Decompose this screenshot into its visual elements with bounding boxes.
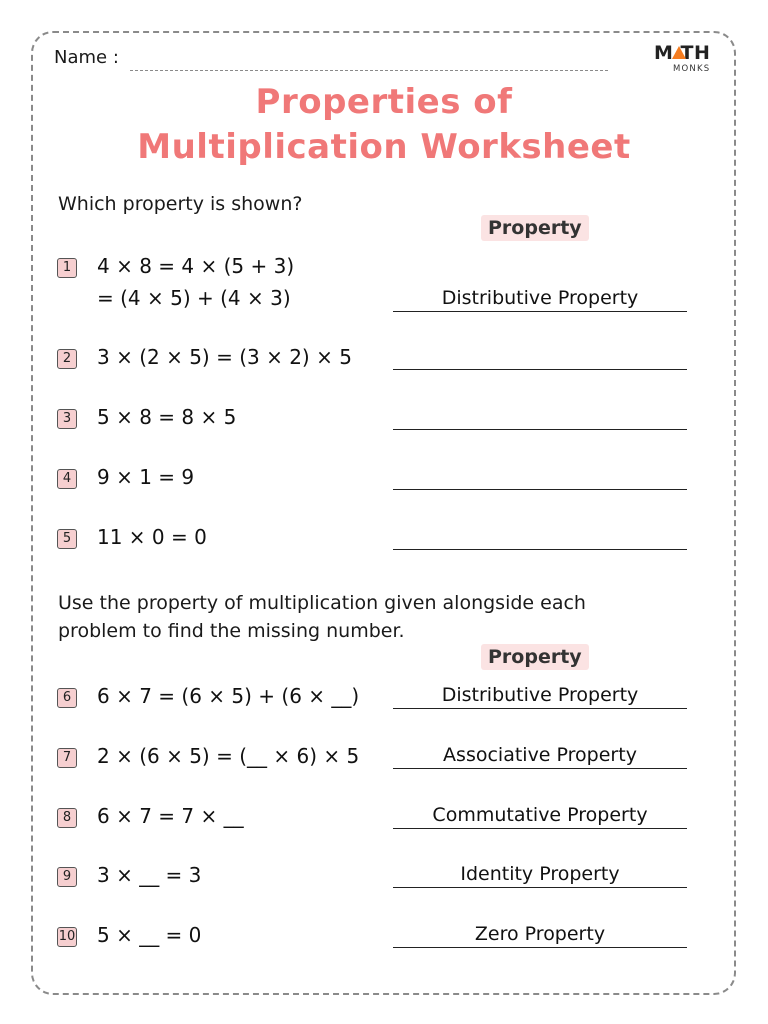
answer-10-text: Zero Property — [474, 923, 606, 945]
problem-number-4: 4 — [57, 469, 77, 489]
problem-8-text: 6 × 7 = 7 × __ — [97, 804, 244, 828]
answer-8-text: Commutative Property — [432, 804, 648, 826]
answer-line-7[interactable] — [393, 740, 687, 769]
problem-5-text: 11 × 0 = 0 — [97, 525, 207, 549]
answer-line-1[interactable] — [393, 283, 687, 312]
answer-7-text: Associative Property — [443, 744, 637, 766]
answer-line-6[interactable] — [393, 680, 687, 709]
answer-line-5[interactable] — [393, 521, 687, 550]
worksheet-border — [31, 31, 736, 995]
problem-number-1: 1 — [57, 258, 77, 278]
problem-number-6: 6 — [57, 688, 77, 708]
section2-instruction-line-1: Use the property of multiplication given alongside each — [58, 592, 586, 614]
answer-line-8[interactable] — [393, 800, 687, 829]
problem-7-text: 2 × (6 × 5) = (__ × 6) × 5 — [97, 744, 360, 768]
math-monks-logo: M TH MONKS — [654, 42, 711, 74]
answer-line-3[interactable] — [393, 401, 687, 430]
problem-9-text: 3 × __ = 3 — [97, 863, 202, 887]
problem-4-text: 9 × 1 = 9 — [97, 465, 195, 489]
section1-property-header: Property — [481, 215, 589, 241]
answer-line-2[interactable] — [393, 341, 687, 370]
name-label: Name : — [54, 47, 119, 68]
problem-number-2: 2 — [57, 349, 77, 369]
problem-10-text: 5 × __ = 0 — [97, 923, 202, 947]
problem-2-text: 3 × (2 × 5) = (3 × 2) × 5 — [97, 345, 352, 369]
problem-1-line-1: 4 × 8 = 4 × (5 + 3) — [97, 254, 295, 278]
problem-number-10: 10 — [57, 927, 77, 947]
title-line-1: Properties of — [255, 82, 513, 122]
section2-instruction-line-2: problem to find the missing number. — [58, 620, 405, 642]
answer-1-text: Distributive Property — [441, 287, 639, 309]
problem-3-text: 5 × 8 = 8 × 5 — [97, 405, 237, 429]
problem-number-5: 5 — [57, 529, 77, 549]
problem-number-3: 3 — [57, 409, 77, 429]
answer-6-text: Distributive Property — [441, 684, 639, 706]
answer-line-4[interactable] — [393, 461, 687, 490]
title-line-2: Multiplication Worksheet — [137, 127, 631, 167]
problem-6-text: 6 × 7 = (6 × 5) + (6 × __) — [97, 684, 360, 708]
answer-line-10[interactable] — [393, 919, 687, 948]
problem-number-8: 8 — [57, 808, 77, 828]
answer-9-text: Identity Property — [460, 863, 620, 885]
problem-number-7: 7 — [57, 748, 77, 768]
problem-number-9: 9 — [57, 867, 77, 887]
problem-1-line-2: = (4 × 5) + (4 × 3) — [97, 286, 291, 310]
name-input-line[interactable] — [130, 70, 608, 71]
section2-property-header: Property — [481, 644, 589, 670]
section1-instruction: Which property is shown? — [58, 193, 303, 215]
answer-line-9[interactable] — [393, 859, 687, 888]
